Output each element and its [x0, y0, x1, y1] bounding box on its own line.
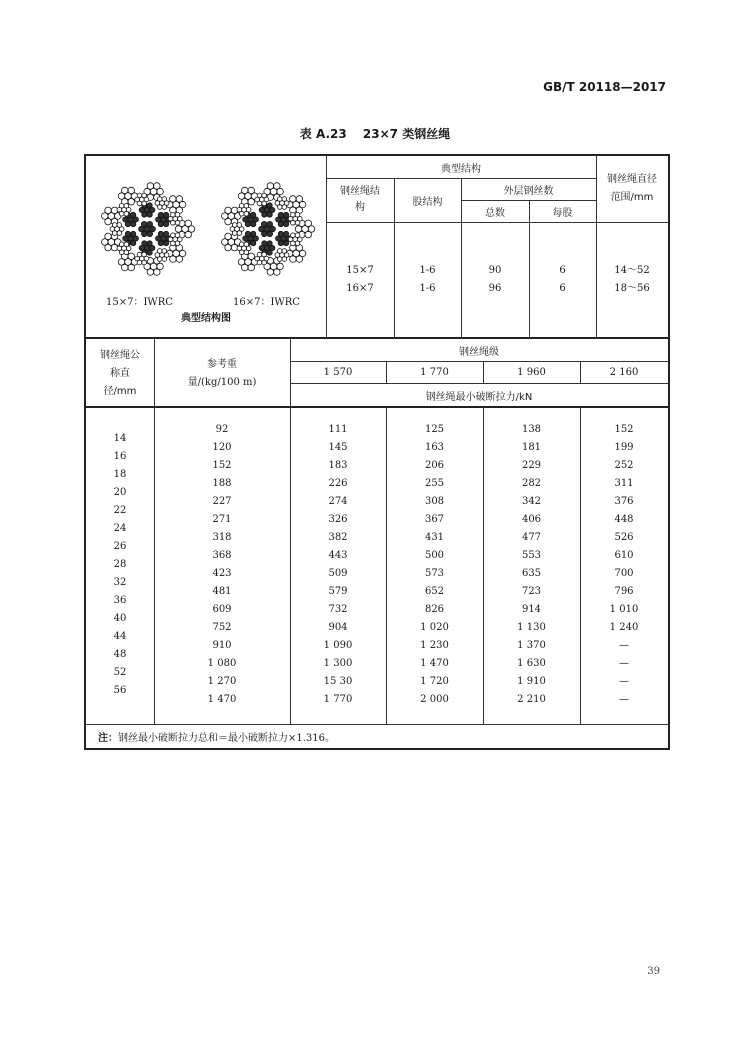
- diameter-value: 28: [113, 559, 127, 570]
- force-value-1570: 1 300: [323, 658, 353, 669]
- standard-number: GB/T 20118—2017: [543, 80, 666, 94]
- force-value-2160: 448: [614, 514, 634, 525]
- force-value-1770: 1 720: [420, 676, 449, 687]
- force-value-2160: 610: [614, 550, 634, 561]
- diameter-value: 56: [113, 685, 127, 696]
- force-value-1960: 635: [521, 568, 542, 579]
- force-value-1570: 382: [328, 532, 348, 543]
- force-value-2160: 152: [614, 424, 634, 435]
- rope1-label: 15×7：IWRC: [106, 297, 173, 308]
- force-value-1960: 553: [521, 550, 542, 561]
- force-value-1960: 1 130: [517, 622, 546, 633]
- force-value-1960: 406: [521, 514, 542, 525]
- per-strand-value: 6: [559, 283, 566, 294]
- force-value-1960: 1 910: [517, 676, 546, 687]
- force-value-1770: 255: [424, 478, 445, 489]
- diameter-value: 16: [113, 451, 127, 462]
- per-strand-value: 6: [559, 265, 566, 276]
- grade-2160-column: [580, 421, 668, 709]
- rope-structure-value: 15×7: [346, 265, 374, 276]
- total-value: 96: [488, 283, 502, 294]
- force-value-1770: 206: [424, 460, 445, 471]
- total-header: 总数: [485, 207, 505, 219]
- table-caption: [0, 125, 750, 142]
- diameter-range-value: 18～56: [614, 283, 650, 294]
- force-value-2160: 252: [614, 460, 634, 471]
- reference-weight-header: 参考重量/(kg/100 m): [187, 358, 257, 388]
- force-value-1770: 125: [424, 424, 445, 435]
- force-value-1960: 282: [521, 478, 542, 489]
- force-value-2160: 796: [614, 586, 634, 597]
- rope-cross-section-16x7: [208, 166, 326, 292]
- force-value-1770: 1 470: [420, 658, 449, 669]
- diameter-range-values: [596, 262, 668, 298]
- force-value-1960: 723: [521, 586, 542, 597]
- diameter-value: 20: [113, 487, 127, 498]
- nominal-diameter-header: 钢丝绳公称直径/mm: [100, 349, 140, 397]
- grade-1570-column: [290, 421, 386, 709]
- figure-caption: 典型结构图: [181, 313, 231, 324]
- force-value-1960: 2 210: [517, 694, 546, 705]
- diameter-value: 48: [113, 649, 127, 660]
- strand-structure-value: 1-6: [419, 265, 436, 276]
- diameter-range-value: 14～52: [614, 265, 650, 276]
- force-value-1570: 443: [328, 550, 348, 561]
- force-value-1570: 226: [328, 478, 348, 489]
- weight-value: 423: [212, 568, 232, 579]
- force-value-2160: 526: [614, 532, 634, 543]
- diameter-value: 36: [113, 595, 127, 606]
- force-value-1770: 367: [424, 514, 445, 525]
- force-value-2160: —: [619, 676, 629, 687]
- force-value-1570: 579: [328, 586, 348, 597]
- force-value-2160: 199: [614, 442, 634, 453]
- diameter-value: 18: [113, 469, 127, 480]
- grade-2160: 2 160: [609, 366, 639, 378]
- force-value-1770: 2 000: [420, 694, 449, 705]
- total-values: [461, 262, 529, 298]
- diameter-value: 44: [113, 631, 127, 642]
- force-value-1770: 163: [424, 442, 445, 453]
- diameter-column: [86, 430, 154, 700]
- force-value-1570: 1 770: [323, 694, 353, 705]
- outer-wires-header: 外层钢丝数: [503, 185, 554, 197]
- force-value-1770: 1 230: [420, 640, 449, 651]
- force-value-1770: 500: [424, 550, 445, 561]
- rope-structure-values: [326, 262, 394, 298]
- weight-value: 1 270: [207, 676, 237, 687]
- diameter-value: 22: [113, 505, 127, 516]
- strand-structure-header: 股结构: [412, 196, 443, 208]
- note-label: 注：: [98, 732, 118, 744]
- diameter-value: 24: [113, 523, 127, 534]
- weight-value: 120: [212, 442, 232, 453]
- diameter-value: 26: [113, 541, 127, 552]
- strand-structure-value: 1-6: [419, 283, 436, 294]
- force-value-2160: —: [619, 658, 629, 669]
- diameter-value: 14: [113, 433, 127, 444]
- force-value-1960: 914: [521, 604, 542, 615]
- weight-value: 271: [212, 514, 232, 525]
- force-value-1770: 826: [424, 604, 445, 615]
- force-value-1570: 15 30: [323, 676, 353, 687]
- weight-column: [154, 421, 290, 709]
- weight-value: 1 470: [207, 694, 237, 705]
- force-value-2160: 311: [614, 478, 634, 489]
- force-value-1570: 1 090: [323, 640, 353, 651]
- rope2-label: 16×7：IWRC: [233, 297, 300, 308]
- grade-1770: 1 770: [420, 366, 449, 378]
- force-value-1960: 1 370: [517, 640, 546, 651]
- force-value-1770: 652: [424, 586, 445, 597]
- force-value-2160: —: [619, 694, 629, 705]
- grade-header: 钢丝绳级: [459, 346, 499, 358]
- total-value: 90: [488, 265, 502, 276]
- weight-value: 368: [212, 550, 232, 561]
- weight-value: 910: [212, 640, 232, 651]
- force-value-1960: 229: [521, 460, 542, 471]
- force-value-1570: 509: [328, 568, 348, 579]
- weight-value: 481: [212, 586, 232, 597]
- force-value-1570: 904: [328, 622, 348, 633]
- diameter-value: 40: [113, 613, 127, 624]
- table-title: 23×7 类钢丝绳: [362, 127, 451, 141]
- grade-1570: 1 570: [323, 366, 353, 378]
- force-value-1770: 431: [424, 532, 445, 543]
- force-value-2160: 1 010: [609, 604, 639, 615]
- diameter-range-header: 钢丝绳直径范围/mm: [607, 174, 657, 203]
- grade-1770-column: [386, 421, 483, 709]
- diameter-value: 32: [113, 577, 127, 588]
- diameter-value: 52: [113, 667, 127, 678]
- grade-1960: 1 960: [517, 366, 546, 378]
- rope-structure-value: 16×7: [346, 283, 374, 294]
- strand-structure-values: [394, 262, 461, 298]
- force-value-2160: —: [619, 640, 629, 651]
- rope-structure-header: 钢丝绳结构: [340, 186, 380, 213]
- weight-value: 152: [212, 460, 232, 471]
- weight-value: 227: [212, 496, 232, 507]
- force-value-1770: 1 020: [420, 622, 449, 633]
- per-strand-values: [529, 262, 596, 298]
- force-value-1770: 308: [424, 496, 445, 507]
- force-value-1770: 573: [424, 568, 445, 579]
- grade-1960-column: [483, 421, 580, 709]
- force-value-1960: 477: [521, 532, 542, 543]
- force-value-1960: 342: [521, 496, 542, 507]
- rope-cross-section-15x7: [88, 166, 206, 292]
- force-value-1570: 145: [328, 442, 348, 453]
- typical-structure-header: 典型结构: [441, 163, 481, 175]
- weight-value: 752: [212, 622, 232, 633]
- weight-value: 92: [215, 424, 229, 435]
- per-strand-header: 每股: [552, 207, 573, 219]
- weight-value: 318: [212, 532, 232, 543]
- min-breaking-force-header: 钢丝绳最小破断拉力/kN: [425, 392, 533, 403]
- weight-value: 1 080: [207, 658, 237, 669]
- table-note: [86, 724, 668, 748]
- page-number: 39: [647, 966, 660, 977]
- strength-table-body: [84, 406, 670, 750]
- force-value-1570: 274: [328, 496, 348, 507]
- force-value-2160: 1 240: [609, 622, 639, 633]
- strength-table-header: [84, 337, 670, 408]
- force-value-1570: 111: [328, 424, 348, 435]
- force-value-1570: 326: [328, 514, 348, 525]
- structure-table: [84, 154, 670, 339]
- force-value-1960: 1 630: [517, 658, 546, 669]
- note-text: 钢丝最小破断拉力总和＝最小破断拉力×1.316。: [118, 732, 336, 744]
- force-value-2160: 700: [614, 568, 634, 579]
- force-value-1960: 181: [521, 442, 542, 453]
- weight-value: 609: [212, 604, 232, 615]
- force-value-1570: 732: [328, 604, 348, 615]
- force-value-1570: 183: [328, 460, 348, 471]
- weight-value: 188: [212, 478, 232, 489]
- table-number: 表 A.23: [299, 127, 347, 141]
- force-value-1960: 138: [521, 424, 542, 435]
- force-value-2160: 376: [614, 496, 634, 507]
